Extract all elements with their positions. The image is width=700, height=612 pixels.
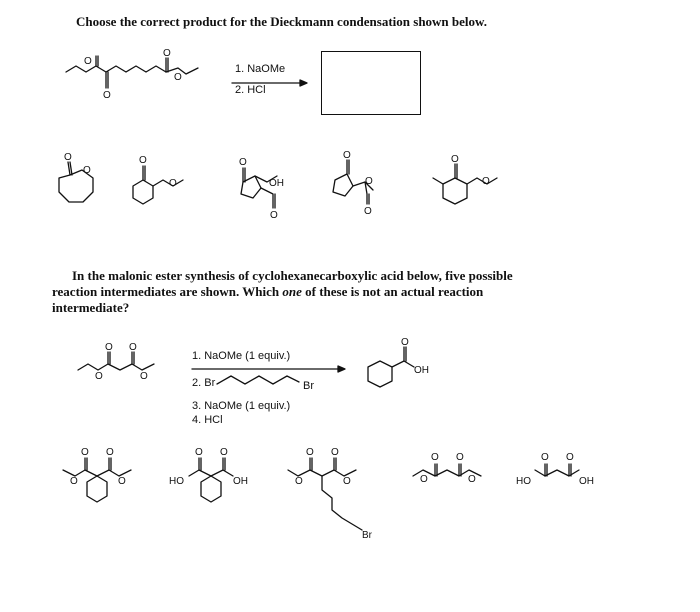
svg-text:O: O	[118, 476, 126, 487]
dimethyl-malonate	[72, 340, 172, 390]
choice-a-lactone	[45, 150, 105, 220]
svg-text:O: O	[541, 452, 549, 463]
svg-text:HO: HO	[169, 476, 184, 487]
svg-text:O: O	[270, 210, 278, 221]
reagent-2-step-2: 2. Br	[192, 377, 216, 389]
svg-text:O: O	[482, 176, 490, 187]
svg-text:O: O	[306, 447, 314, 458]
svg-text:O: O	[70, 476, 78, 487]
choice-d-ketoester	[315, 150, 395, 230]
question-1-prompt: Choose the correct product for the Dieckmann condensation shown below.	[76, 14, 487, 29]
svg-text:O: O	[64, 152, 72, 163]
choice-c-acid	[225, 150, 305, 230]
svg-text:OH: OH	[269, 178, 284, 189]
svg-text:O: O	[431, 452, 439, 463]
svg-text:O: O	[239, 157, 247, 168]
svg-text:O: O	[420, 474, 428, 485]
intermediate-3	[280, 440, 410, 540]
svg-text:O: O	[174, 72, 182, 83]
choice-b-ketoester	[115, 150, 195, 220]
question-2-prompt: In the malonic ester synthesis of cyclohexanecarboxylic acid below, five possible reaction intermediates are shown. Which one of these is not an actual reaction intermediate?	[52, 268, 513, 315]
svg-text:O: O	[468, 474, 476, 485]
svg-text:O: O	[95, 371, 103, 382]
svg-text:O: O	[129, 342, 137, 353]
intermediate-2	[165, 440, 275, 530]
reagent-2-br: Br	[303, 380, 314, 392]
svg-text:O: O	[105, 342, 113, 353]
intermediate-1	[55, 440, 165, 530]
svg-text:HO: HO	[516, 476, 531, 487]
svg-text:O: O	[343, 476, 351, 487]
svg-text:O: O	[343, 150, 351, 161]
reagent-step-2: 2. HCl	[235, 84, 266, 96]
svg-text:O: O	[84, 56, 92, 67]
svg-text:O: O	[103, 90, 111, 101]
svg-text:O: O	[195, 447, 203, 458]
svg-text:O: O	[169, 178, 177, 189]
choice-e-ketoester	[425, 150, 515, 230]
intermediate-4	[405, 440, 505, 500]
svg-text:O: O	[364, 206, 372, 217]
svg-text:O: O	[81, 447, 89, 458]
svg-text:O: O	[401, 337, 409, 348]
svg-text:O: O	[83, 165, 91, 176]
svg-text:OH: OH	[233, 476, 248, 487]
answer-box	[321, 51, 421, 115]
cyclohexanecarboxylic-acid	[350, 335, 440, 405]
reagent-2-step-1: 1. NaOMe (1 equiv.)	[192, 350, 291, 362]
svg-text:O: O	[451, 154, 459, 165]
svg-text:Br: Br	[362, 530, 372, 541]
reagent-step-1: 1. NaOMe	[235, 63, 286, 75]
svg-text:O: O	[139, 155, 147, 166]
reagent-2-step-4: 4. HCl	[192, 414, 223, 426]
svg-text:O: O	[456, 452, 464, 463]
svg-text:O: O	[295, 476, 303, 487]
svg-text:O: O	[566, 452, 574, 463]
diester-reactant	[60, 50, 210, 110]
svg-text:OH: OH	[579, 476, 594, 487]
reagent-2-step-3: 3. NaOMe (1 equiv.)	[192, 400, 291, 412]
svg-text:O: O	[163, 48, 171, 59]
svg-text:O: O	[106, 447, 114, 458]
dibromopentane-chain	[205, 372, 315, 392]
svg-text:O: O	[365, 176, 373, 187]
svg-text:O: O	[331, 447, 339, 458]
intermediate-5	[515, 440, 625, 500]
svg-text:O: O	[220, 447, 228, 458]
svg-text:O: O	[140, 371, 148, 382]
svg-text:OH: OH	[414, 365, 429, 376]
